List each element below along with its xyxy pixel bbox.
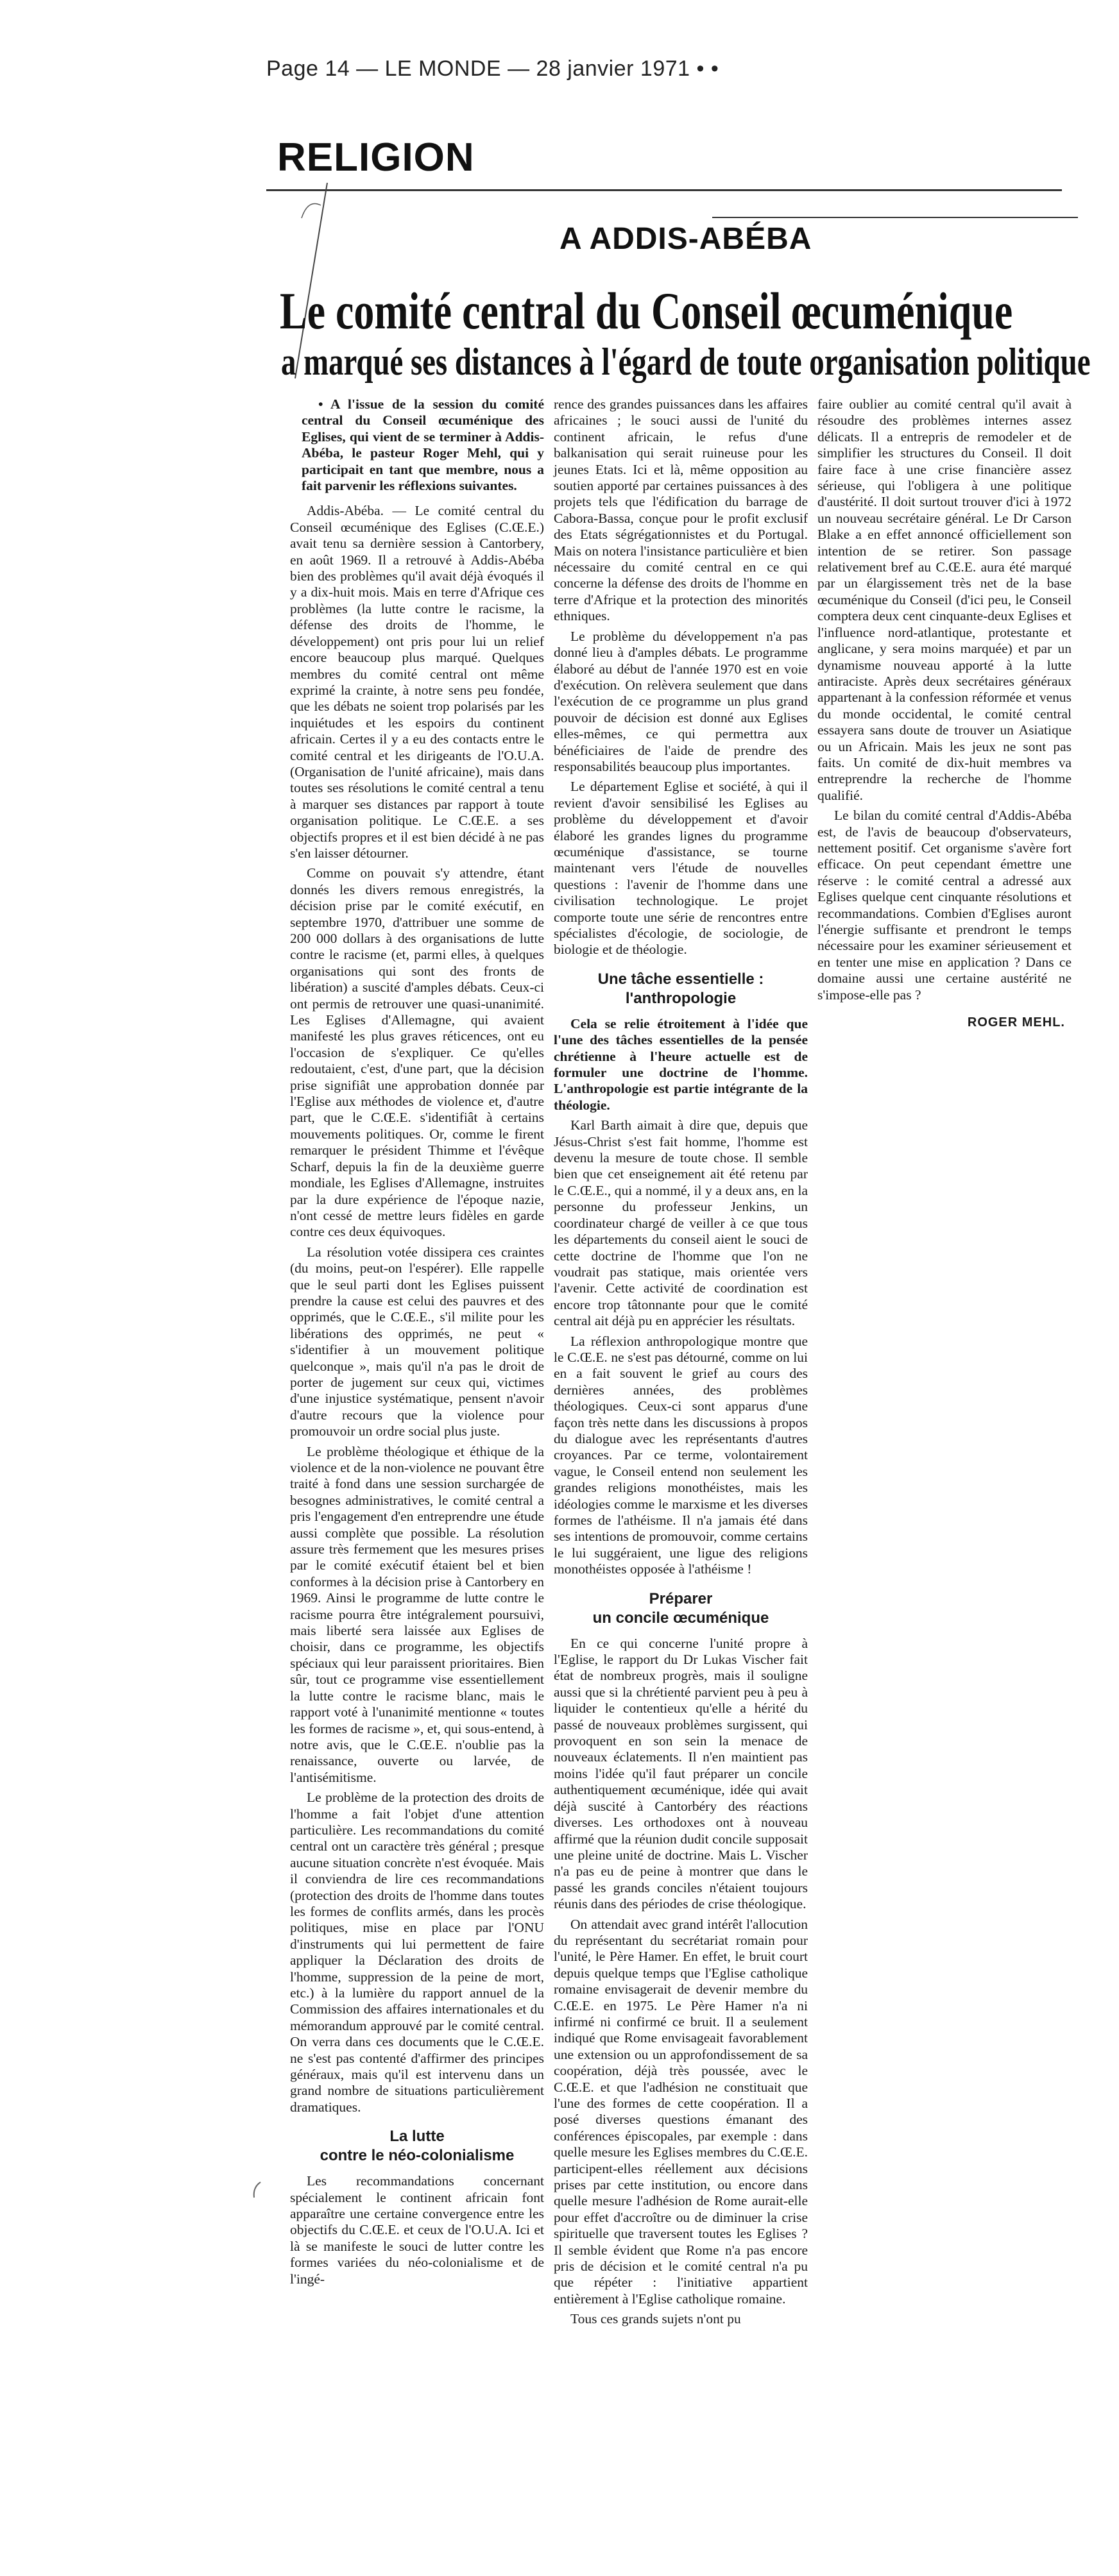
paragraph: Addis-Abéba. — Le comité central du Conseil œcuménique des Eglises (C.Œ.E.) avait tenu sa dernière session à Cantorbery, en août 1969. Il a retrouvé à Addis-Abéba bien des problèmes qu'il avait déjà évoqués il y a dix-huit mois. Mais en terre d'Afrique ces problèmes (la lutte contre le racisme, la défense des droits de l'homme, le développement) ont pris pour lui un relief encore beaucoup plus marqué. Quelques membres du comité central ont même exprimé la crainte, à notre sens peu fondée, que les débats ne soient trop polarisés par les inquiétudes et les espoirs du continent africain. Certes il y a eu des contacts entre le comité central et les dirigeants de l'O.U.A. (Organisation de l'unité africaine), mais dans toutes ses résolutions le comité central a tenu à marquer ses distances par rapport à toute organisation politique. Le C.Œ.E. a ses objectifs propres et il est bien décidé à ne pas s'en laisser détourner. (290, 503, 544, 861)
paragraph: Comme on pouvait s'y attendre, étant donnés les divers remous enregistrés, la décision prise par le comité exécutif, en septembre 1970, d'attribuer une somme de 200 000 dollars à des organisations de lutte contre le racisme (et, parmi elles, à quelques organisations qui sont des fronts de libération) a suscité d'amples débats. Ceux-ci ont permis de retrouver une quasi-unanimité. Les Eglises d'Allemagne, qui avaient manifesté les plus graves réticences, ont eu l'occasion de s'expliquer. Ce qu'elles redoutaient, c'est, d'une part, que la décision prise signifiât une approbation donnée par l'Eglise aux méthodes de violence et, d'autre part, que le C.Œ.E. s'identifiât à certains mouvements politiques. Or, comme le firent remarquer le président Thimme et l'évêque Scharf, depuis la fin de la deuxième guerre mondiale, les Eglises d'Allemagne, instruites par la dure expérience de l'époque nazie, n'ont cessé de mettre leurs fidèles en garde contre ces deux équivoques. (290, 865, 544, 1240)
author-signature: ROGER MEHL. (967, 1015, 1065, 1030)
paragraph: La résolution votée dissipera ces craintes (du moins, peut-on l'espérer). Elle rappelle que le seul parti dont les Eglises puissent prendre la cause est celui des pauvres et des opprimés, que le C.Œ.E., s'il milite pour les libérations des opprimés, ne peut « s'identifier à un mouvement politique quelconque », mais qu'il n'a pas le droit de porter de jugement sur ceux qui, victimes d'une injustice systématique, pensent n'avoir d'autre recours que la violence pour promouvoir un ordre social plus juste. (290, 1244, 544, 1439)
margin-mark-icon (249, 2181, 266, 2199)
article-column-2 (554, 396, 808, 2332)
paragraph: Tous ces grands sujets n'ont pu (570, 2311, 741, 2327)
section-title: RELIGION (277, 135, 475, 180)
section-rule (266, 189, 1062, 191)
paragraph: La réflexion anthropologique montre que le C.Œ.E. ne s'est pas détourné, comme on lui en a fait souvent le grief au cours des dernières années, des problèmes théologiques. Ceux-ci sont apparus d'une façon très nette dans les discussions à propos du dialogue avec les représentants d'autres croyances. Par ce terme, volontairement vague, le Conseil entend non seulement les grandes religions monothéistes, mais les idéologies comme le marxisme et les diverses formes de l'athéisme. Il n'a jamais été dans ses intentions de promouvoir, comme certains le lui suggéraient, une ligue des religions monothéistes opposée à l'athéisme ! (554, 1333, 808, 1577)
paragraph: Karl Barth aimait à dire que, depuis que Jésus-Christ s'est fait homme, l'homme est devenu la mesure de toute chose. Il semble bien que cet enseignement ait été retenu par le C.Œ.E., qui a nommé, il y a deux ans, en la personne du professeur Jenkins, un coordinateur chargé de veiller à ce que tous les départements du conseil aient le souci de cette doctrine de l'homme que l'on ne voudrait pas statique, mais orientée vers l'avenir. Cette activité de coordination est encore trop tâtonnante pour que le comité central ait déjà pu en apprécier les résultats. (554, 1117, 808, 1329)
paragraph: Le bilan du comité central d'Addis-Abéba est, de l'avis de beaucoup d'observateurs, nettement positif. Cet organisme s'avère fort efficace. On peut cependant émettre une réserve : le comité central a adressé aux Eglises quelque cent cinquante résolutions et recommandations. Combien d'Eglises auront l'énergie suffisante et prendront le temps nécessaire pour les examiner sérieusement et en tenter une mise en application ? Dans ce domaine aussi une certaine austérité ne s'impose-elle pas ? (817, 808, 1072, 1003)
subheading-line: Préparer (649, 1589, 713, 1607)
subheading-line: contre le néo-colonialisme (320, 2147, 515, 2165)
subheading-line: un concile œcuménique (592, 1609, 769, 1627)
lede-paragraph: • A l'issue de la session du comité central du Conseil œcuménique des Eglises, qui vient de se terminer à Addis-Abéba, le pasteur Roger Mehl, qui y participait en tant que membre, nous a fait parvenir les réflexions suivantes. (290, 396, 544, 494)
paragraph: Cela se relie étroitement à l'idée que l'une des tâches essentielles de la pensée chrétienne à l'heure actuelle est de formuler une doctrine de l'homme. L'anthropologie est partie intégrante de la théologie. (554, 1015, 808, 1113)
kicker-rule (712, 217, 1078, 218)
subheading (554, 1589, 808, 1628)
paragraph: En ce qui concerne l'unité propre à l'Eglise, le rapport du Dr Lukas Vischer fait état de nombreux progrès, mais il souligne aussi que si la chrétienté parvient peu à peu à liquider le contentieux qu'elle a hérité du passé de nouveaux problèmes surgissent, qui provoquent en son sein la menace de nouveaux éclatements. Il n'en maintient pas moins l'idée qu'il faut préparer un concile authentiquement œcuménique, idée qui avait déjà suscité à Cantorbéry des réactions diverses. Les orthodoxes ont à nouveau affirmé que la réunion dudit concile supposait une pleine unité de doctrine. Mais L. Vischer n'a pas eu de peine à montrer que dans le passé les grands conciles n'étaient toujours réunis dans des périodes de crise théologique. (554, 1635, 808, 1912)
paragraph: Le problème théologique et éthique de la violence et de la non-violence ne pouvant être traité à fond dans une session surchargée de besognes administratives, le comité central a pris l'engagement d'en entreprendre une étude aussi complète que possible. La résolution assure très fermement que les mesures prises par le comité exécutif étaient bel et bien conformes à la décision prise à Cantorbery en 1969. Ainsi le programme de lutte contre le racisme pourra être intégralement poursuivi, mais liberté sera laissée aux Eglises de choisir, dans ce programme, les objectifs spéciaux qui leur paraissent prioritaires. Bien sûr, tout ce programme vise essentiellement la lutte contre le racisme blanc, mais le rapport voté à l'unanimité mentionne « toutes les formes de racisme », et, qui sous-entend, à notre avis, que le C.Œ.E. n'oublie pas la renaissance, ouverte ou larvée, de l'antisémitisme. (290, 1443, 544, 1785)
article-kicker: A ADDIS-ABÉBA (560, 222, 812, 256)
paragraph: Le problème de la protection des droits de l'homme a fait l'objet d'une attention particulière. Les recommandations du comité central ont un caractère très général ; presque aucune situation concrète n'est évoquée. Mais il conviendra de lire ces recommandations (protection des droits de l'homme dans toutes les formes de conflits armés, dans les procès politiques, mise en place par l'ONU d'instruments qui lui permettent de faire appliquer la Déclaration des droits de l'homme, suppression de la peine de mort, etc.) à la lumière du rapport annuel de la Commission des affaires internationales et du mémorandum approuvé par le comité central. On verra dans ces documents que le C.Œ.E. ne s'est pas contenté d'affirmer des principes généraux, mais qu'il est intervenu dans un grand nombre de situations particulièrement dramatiques. (290, 1790, 544, 2115)
subheading (554, 970, 808, 1008)
subheading-line: Une tâche essentielle : (597, 970, 764, 988)
paragraph: rence des grandes puissances dans les affaires africaines ; le souci aussi de l'unité du continent africain, le refus d'une balkanisation qui serait ruineuse pour les jeunes Etats. Ici et là, même opposition au soutien apporté par certaines puissances à des projets tels que l'édification du barrage de Cabora-Bassa, conçue pour le profit exclusif des Etats ségrégationnistes et du Portugal. Mais on notera l'insistance particulière et bien nécessaire du comité central en ce qui concerne la défense des droits de l'homme en terre d'Afrique et la protection des minorités ethniques. (554, 396, 808, 624)
headline-line-1: Le comité central du Conseil œcuménique (280, 282, 1013, 340)
subheading-line: La lutte (389, 2128, 445, 2146)
headline-line-2: a marqué ses distances à l'égard de toute organisation politique (281, 341, 1091, 383)
paragraph: Les recommandations concernant spécialement le continent africain font apparaître une certaine convergence entre les objectifs du C.Œ.E. et ceux de l'O.U.A. Ici et là se manifeste le souci de lutter contre les formes variées du néo-colonialisme et de l'ingé- (290, 2173, 544, 2287)
subheading-line: l'anthropologie (625, 989, 737, 1007)
subheading (290, 2127, 544, 2165)
paragraph: Le département Eglise et société, à qui il revient d'avoir sensibilisé les Eglises au problème du développement et d'avoir élaboré les grandes lignes du programme œcuménique d'assistance, se tourne maintenant vers l'étude de nouvelles questions : l'avenir de l'homme dans une civilisation technologique. Le projet comporte toute une série de rencontres entre spécialistes d'écologie, de sociologie, de biologie et de théologie. (554, 779, 808, 958)
paragraph: Le problème du développement n'a pas donné lieu à d'amples débats. Le programme élaboré au début de l'année 1970 est en voie d'exécution. On relèvera seulement que dans l'exécution de ce programme un plus grand pouvoir de décision est donné aux Eglises elles-mêmes, ce qui permettra aux bénéficiaires de l'aide de prendre des responsabilités beaucoup plus importantes. (554, 628, 808, 774)
page-header: Page 14 — LE MONDE — 28 janvier 1971 • • (266, 56, 719, 81)
paragraph: faire oublier au comité central qu'il avait à résoudre des problèmes internes assez délicats. Il a entrepris de remodeler et de simplifier les structures du Conseil. Il doit faire face à une crise financière assez sérieuse, qui l'obligera à une politique d'austérité. Il doit surtout trouver d'ici à 1972 un nouveau secrétaire général. Le Dr Carson Blake a en effet annoncé officiellement son intention de se retirer. Son passage relativement bref au C.Œ.E. aura été marqué par un élargissement très net de la base œcuménique du Conseil (d'ici peu, le Conseil comptera deux cent cinquante-deux Eglises et l'influence nord-atlantique, protestante et anglicane, y sera moins marquée) et par un dynamisme nouveau apporté à la lutte antiraciste. Après deux secrétaires généraux appartenant à la confession réformée et venus du monde occidental, le comité central essayera sans doute de trouver un Asiatique ou un Africain. Mais les jeux ne sont pas faits. Un comité de dix-huit membres va entreprendre la recherche de l'homme qualifié. (817, 396, 1072, 803)
article-column-3 (817, 396, 1072, 1031)
paragraph: On attendait avec grand intérêt l'allocution du représentant du secrétariat romain pour l'unité, le Père Hamer. En effet, le bruit court depuis quelque temps que l'Eglise catholique romaine envisagerait de devenir membre du C.Œ.E. en 1975. Le Père Hamer n'a ni infirmé ni confirmé ce bruit. Il a seulement indiqué que Rome envisageait favorablement une extension ou un approfondissement de sa coopération, déjà très poussée, avec le C.Œ.E. et que l'adhésion ne constituait que l'une des formes de cette coopération. Il a posé diverses questions émanant des conférences épiscopales, par exemple : dans quelle mesure les Eglises membres du C.Œ.E. participent-elles réellement aux décisions prises par cette institution, ou encore dans quelle mesure l'adhésion de Rome aurait-elle pour effet d'accroître ou de diminuer la crise spirituelle que traversent toutes les Eglises ? Il semble évident que Rome n'a pas encore pris de décision et le comité central n'a pu que répéter : l'initiative appartient entièrement à l'Eglise catholique romaine. (554, 1916, 808, 2307)
article-column-1 (290, 396, 544, 2291)
